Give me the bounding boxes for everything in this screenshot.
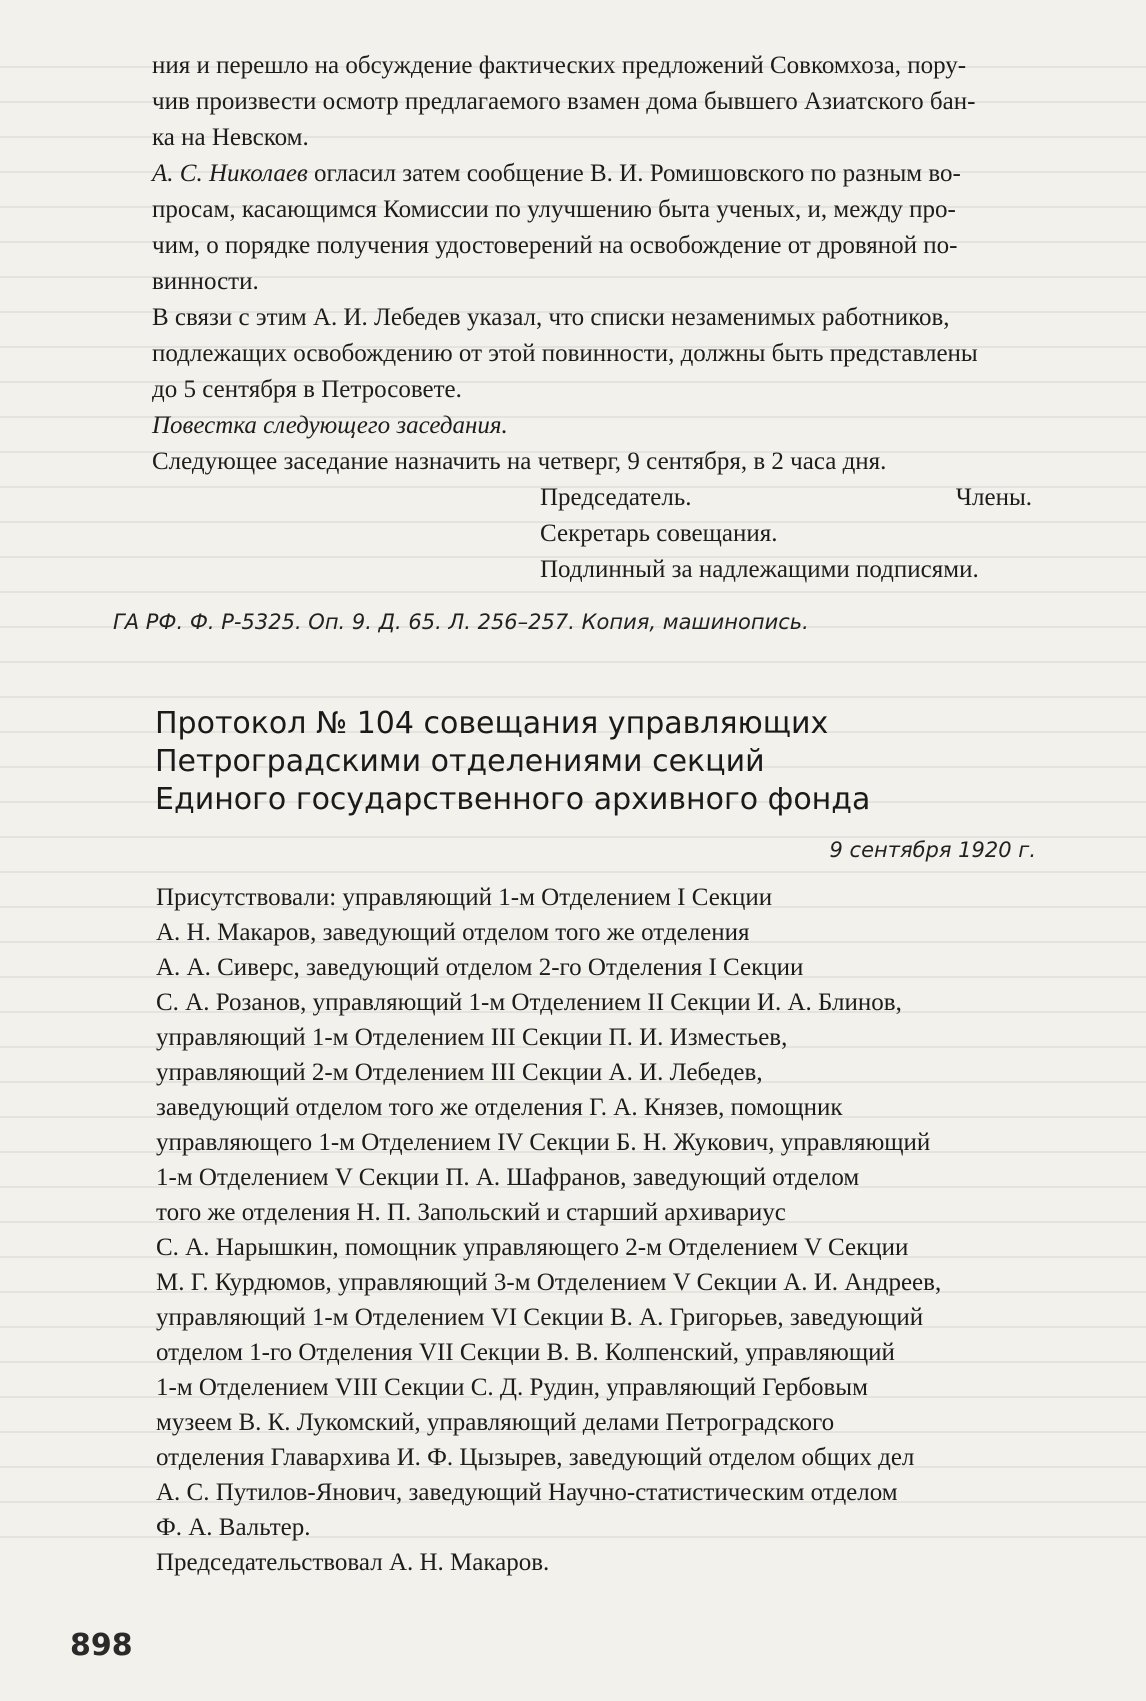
paragraph-1 [152,48,1032,156]
attendee-line: А. С. Путилов-Янович, заведующий Научно-статистическим отделом [156,1479,898,1506]
attendee-line: А. Н. Макаров, заведующий отделом того же отделения [156,919,750,946]
attendee-line: управляющего 1-м Отделением IV Секции Б. Н. Жукович, управляющий [156,1129,931,1156]
title-line: Петроградскими отделениями секций [155,744,765,779]
members-signature: Члены. [955,484,1032,511]
document-date: 9 сентября 1920 г. [829,838,1036,862]
speaker-name: А. С. Николаев [152,160,308,187]
agenda-text: Следующее заседание назначить на четверг, 9 сентября, в 2 часа дня. [152,448,887,475]
attendees-section [156,880,1036,1580]
attendee-line: М. Г. Курдюмов, управляющий 3-м Отделением V Секции А. И. Андреев, [156,1269,942,1296]
attendee-line: А. А. Сиверс, заведующий отделом 2-го Отделения I Секции [156,954,804,981]
attendee-line: Присутствовали: управляющий 1-м Отделением I Секции [156,884,773,911]
text-line: подлежащих освобождению от этой повинности, должны быть представлены [152,340,978,367]
title-line: Единого государственного архивного фонда [155,782,871,817]
chair-signature: Председатель. [540,484,692,511]
signature-row-original [152,552,1032,588]
text-line: чим, о порядке получения удостоверений на освобождение от дровяной по- [152,232,958,259]
intro-section [152,48,1032,588]
attendee-line: управляющий 2-м Отделением III Секции А. И. Лебедев, [156,1059,763,1086]
text-line: огласил затем сообщение В. И. Ромишовского по разным во- [307,160,961,187]
attendee-line: заведующий отделом того же отделения Г. А. Князев, помощник [156,1094,843,1121]
title-line: Протокол № 104 совещания управляющих [155,706,829,741]
secretary-signature: Секретарь совещания. [540,520,778,547]
text-line: просам, касающимся Комиссии по улучшению быта ученых, и, между про- [152,196,956,223]
document-title [155,705,1035,819]
text-line: винности. [152,268,259,295]
attendee-line: управляющий 1-м Отделением VI Секции В. А. Григорьев, заведующий [156,1304,924,1331]
text-line: чив произвести осмотр предлагаемого взамен дома бывшего Азиатского бан- [152,88,976,115]
attendee-line: 1-м Отделением VIII Секции С. Д. Рудин, управляющий Гербовым [156,1374,868,1401]
attendee-line: Ф. А. Вальтер. [156,1514,311,1541]
signature-row-secretary [152,516,1032,552]
page-number: 898 [70,1628,133,1663]
signature-row-chair [152,480,1032,516]
agenda-heading: Повестка следующего заседания. [152,412,508,439]
paragraph-3 [152,300,1032,408]
attendee-line: отделения Главархива И. Ф. Цызырев, заведующий отделом общих дел [156,1444,915,1471]
text-line: ка на Невском. [152,124,309,151]
text-line: В связи с этим А. И. Лебедев указал, что списки незаменимых работников, [152,304,950,331]
attendee-line: С. А. Нарышкин, помощник управляющего 2-м Отделением V Секции [156,1234,909,1261]
paragraph-2 [152,156,1032,300]
archive-source: ГА РФ. Ф. Р-5325. Оп. 9. Д. 65. Л. 256–257. Копия, машинопись. [113,610,809,634]
attendee-line: того же отделения Н. П. Запольский и старший архивариус [156,1199,786,1226]
original-note: Подлинный за надлежащими подписями. [540,556,979,583]
text-line: до 5 сентября в Петросовете. [152,376,462,403]
text-line: ния и перешло на обсуждение фактических предложений Совкомхоза, пору- [152,52,967,79]
attendee-line: музеем В. К. Лукомский, управляющий делами Петроградского [156,1409,835,1436]
attendee-line: С. А. Розанов, управляющий 1-м Отделением II Секции И. А. Блинов, [156,989,902,1016]
attendee-line: управляющий 1-м Отделением III Секции П. И. Изместьев, [156,1024,788,1051]
attendee-line: отделом 1-го Отделения VII Секции В. В. Колпенский, управляющий [156,1339,895,1366]
chairman-line: Председательствовал А. Н. Макаров. [156,1549,550,1576]
attendee-line: 1-м Отделением V Секции П. А. Шафранов, заведующий отделом [156,1164,860,1191]
